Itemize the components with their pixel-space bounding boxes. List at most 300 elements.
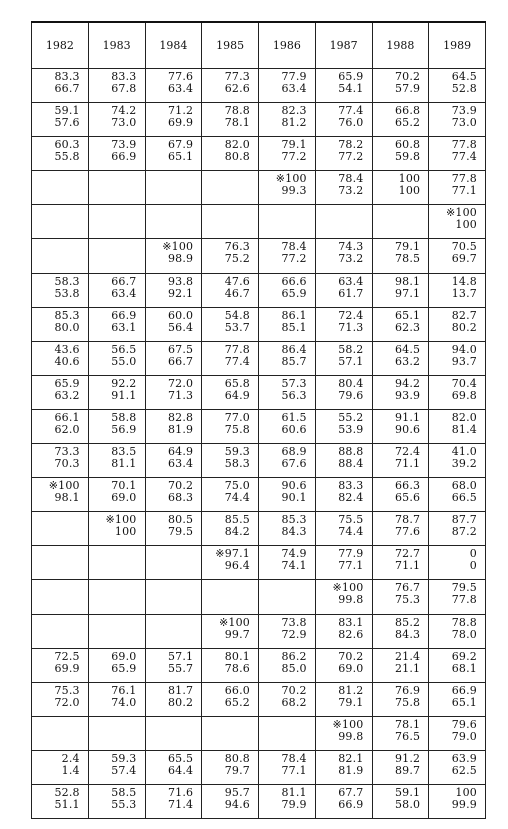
table-cell	[259, 512, 316, 546]
cell-values	[202, 717, 258, 719]
cell-value-bottom: 65.1	[167, 150, 194, 164]
cell-values	[202, 512, 258, 538]
cell-value-top: 70.5	[451, 240, 477, 254]
cell-value-top: 78.4	[281, 240, 307, 254]
table-cell	[202, 512, 259, 546]
cell-value-top: 72.4	[338, 308, 364, 322]
cell-values	[429, 512, 485, 538]
cell-values	[202, 69, 258, 95]
cell-values	[316, 69, 372, 95]
table-cell	[315, 239, 372, 273]
cell-values	[373, 410, 429, 436]
cell-value-bottom: 74.4	[338, 525, 364, 539]
cell-value-top: 70.2	[394, 70, 421, 83]
cell-value-top: 71.6	[167, 785, 194, 799]
cell-value-top: 65.9	[54, 376, 80, 390]
cell-value-top: 66.9	[111, 308, 137, 322]
cell-value-top: 82.1	[338, 751, 364, 765]
table-row	[32, 409, 486, 443]
cell-value-bottom: 56.4	[167, 320, 194, 334]
cell-values	[146, 205, 202, 207]
table-cell	[88, 444, 145, 478]
cell-value-bottom: 88.4	[338, 457, 364, 471]
cell-values	[32, 376, 88, 402]
cell-values	[32, 478, 88, 504]
cell-value-bottom: 69.9	[54, 661, 80, 675]
cell-value-bottom: 63.4	[167, 82, 194, 95]
cell-value-bottom: 0	[469, 559, 477, 573]
cell-value-top: 47.6	[224, 274, 250, 288]
cell-value-bottom: 62.5	[451, 763, 477, 777]
cell-value-top: 77.8	[451, 138, 477, 152]
cell-values	[373, 615, 429, 641]
cell-value-bottom: 55.0	[111, 354, 137, 368]
table-cell	[202, 137, 259, 171]
table-cell	[429, 171, 486, 205]
table-row	[32, 171, 486, 205]
cell-value-top: 72.5	[54, 649, 80, 663]
cell-value-top: 66.8	[394, 104, 421, 118]
cell-value-top: 60.3	[54, 138, 80, 152]
cell-value-bottom: 63.4	[281, 82, 307, 95]
cell-values	[146, 444, 202, 470]
table-cell	[315, 682, 372, 716]
cell-value-bottom: 71.1	[394, 559, 421, 573]
cell-value-top: 71.2	[167, 104, 194, 118]
cell-values	[373, 512, 429, 538]
table-cell	[202, 716, 259, 750]
cell-values	[146, 615, 202, 617]
cell-values	[316, 717, 372, 743]
cell-value-top: 82.7	[451, 308, 477, 322]
cell-value-top: 0	[469, 547, 477, 561]
table-cell	[259, 750, 316, 784]
cell-value-bottom: 77.8	[451, 593, 477, 607]
cell-value-bottom: 85.0	[281, 661, 307, 675]
table-cell	[202, 69, 259, 103]
cell-values	[202, 205, 258, 207]
cell-value-bottom: 80.2	[451, 320, 477, 334]
cell-values	[202, 376, 258, 402]
cell-values	[202, 785, 258, 811]
table-cell	[259, 239, 316, 273]
table-cell	[259, 444, 316, 478]
table-cell	[259, 375, 316, 409]
cell-values	[89, 274, 145, 300]
table-cell	[429, 375, 486, 409]
cell-values	[373, 376, 429, 402]
cell-values	[89, 649, 145, 675]
cell-values	[146, 751, 202, 777]
table-cell	[259, 205, 316, 239]
cell-value-bottom: 71.1	[394, 457, 421, 471]
cell-value-bottom: 79.5	[167, 525, 194, 539]
table-cell	[315, 69, 372, 103]
table-cell	[202, 750, 259, 784]
cell-value-bottom: 64.9	[224, 388, 250, 402]
cell-value-top: 77.9	[338, 547, 364, 561]
cell-value-bottom: 61.7	[338, 286, 364, 300]
cell-value-bottom: 57.6	[54, 116, 80, 130]
cell-values	[259, 478, 315, 504]
cell-value-bottom: 79.6	[338, 388, 364, 402]
cell-value-top: 94.0	[451, 342, 477, 356]
cell-value-bottom: 73.0	[111, 116, 137, 130]
cell-values	[146, 308, 202, 334]
table-cell	[315, 716, 372, 750]
cell-values	[146, 274, 202, 300]
table-cell	[429, 750, 486, 784]
cell-values	[259, 615, 315, 641]
cell-value-bottom: 75.2	[224, 252, 250, 266]
cell-values	[146, 342, 202, 368]
cell-value-top: 76.7	[394, 581, 421, 595]
cell-values	[429, 580, 485, 606]
cell-value-top: 72.7	[394, 547, 421, 561]
table-cell	[372, 307, 429, 341]
cell-values	[32, 546, 88, 548]
cell-values	[32, 615, 88, 617]
cell-value-top: 41.0	[451, 445, 477, 459]
cell-value-bottom: 96.4	[224, 559, 250, 573]
cell-value-top: 54.8	[224, 308, 250, 322]
cell-value-top: 100	[398, 172, 421, 186]
cell-value-bottom: 81.1	[111, 457, 137, 471]
table-cell	[259, 546, 316, 580]
cell-value-bottom: 92.1	[167, 286, 194, 300]
cell-values	[89, 239, 145, 241]
cell-value-bottom: 90.6	[394, 422, 421, 436]
cell-values	[89, 103, 145, 129]
cell-value-top: 77.4	[338, 104, 364, 118]
cell-value-bottom: 69.9	[167, 116, 194, 130]
cell-value-bottom: 74.4	[224, 491, 250, 505]
cell-values	[32, 69, 88, 95]
table-cell	[32, 648, 89, 682]
cell-value-bottom: 51.1	[54, 797, 80, 811]
cell-values	[259, 103, 315, 129]
cell-value-top: 79.1	[394, 240, 421, 254]
year-header-0: 1982	[32, 22, 89, 69]
table-row	[32, 580, 486, 614]
cell-value-top: 57.1	[167, 649, 194, 663]
cell-value-top: 57.3	[281, 376, 307, 390]
cell-values	[259, 751, 315, 777]
cell-value-bottom: 57.9	[394, 82, 421, 95]
table-cell	[145, 137, 202, 171]
table-cell	[145, 614, 202, 648]
table-cell	[259, 137, 316, 171]
cell-values	[316, 512, 372, 538]
table-cell	[32, 273, 89, 307]
table-row	[32, 273, 486, 307]
table-cell	[429, 512, 486, 546]
table-row	[32, 69, 486, 103]
cell-values	[89, 308, 145, 334]
cell-values	[202, 137, 258, 163]
table-row	[32, 614, 486, 648]
cell-value-bottom: 76.5	[394, 729, 421, 743]
cell-values	[259, 512, 315, 538]
cell-value-top: 92.2	[111, 376, 137, 390]
table-cell	[429, 648, 486, 682]
table-cell	[429, 69, 486, 103]
table-cell	[372, 648, 429, 682]
table-cell	[372, 205, 429, 239]
table-cell	[145, 375, 202, 409]
table-cell	[88, 239, 145, 273]
table-cell	[315, 103, 372, 137]
cell-value-bottom: 69.0	[338, 661, 364, 675]
cell-value-top: 65.1	[394, 308, 421, 322]
cell-value-bottom: 58.3	[224, 457, 250, 471]
cell-value-top: 60.8	[394, 138, 421, 152]
table-cell	[32, 750, 89, 784]
cell-value-top: 66.3	[394, 479, 421, 493]
cell-value-top: 81.2	[338, 683, 364, 697]
cell-value-bottom: 68.3	[167, 491, 194, 505]
cell-values	[429, 785, 485, 811]
cell-values	[373, 342, 429, 368]
cell-values	[89, 615, 145, 617]
cell-value-bottom: 82.6	[338, 627, 364, 641]
cell-values	[202, 103, 258, 129]
cell-values	[32, 649, 88, 675]
cell-value-bottom: 71.4	[167, 797, 194, 811]
cell-values	[89, 751, 145, 777]
cell-value-bottom: 56.3	[281, 388, 307, 402]
cell-value-bottom: 84.3	[281, 525, 307, 539]
table-cell	[259, 307, 316, 341]
cell-values	[316, 239, 372, 265]
cell-value-bottom: 78.5	[394, 252, 421, 266]
cell-values	[89, 69, 145, 95]
table-cell	[429, 409, 486, 443]
cell-value-bottom: 64.4	[167, 763, 194, 777]
cell-value-bottom: 70.3	[54, 457, 80, 471]
cell-values	[373, 69, 429, 95]
table-cell	[372, 171, 429, 205]
cell-value-top: 73.3	[54, 445, 80, 459]
cell-value-top: 85.3	[281, 513, 307, 527]
cell-values	[32, 444, 88, 470]
cell-value-bottom: 99.3	[281, 184, 307, 198]
cell-value-bottom: 39.2	[451, 457, 477, 471]
cell-values	[429, 649, 485, 675]
cell-value-bottom: 99.8	[338, 729, 364, 743]
cell-value-top: 70.2	[167, 479, 194, 493]
table-cell	[372, 409, 429, 443]
cell-value-bottom: 82.4	[338, 491, 364, 505]
year-header-6: 1988	[372, 22, 429, 69]
cell-values	[373, 785, 429, 811]
cell-values	[146, 171, 202, 173]
cell-value-bottom: 99.7	[224, 627, 250, 641]
table-cell	[32, 307, 89, 341]
cell-value-top: 78.1	[394, 717, 421, 731]
cell-values	[32, 410, 88, 436]
cell-value-bottom: 73.2	[338, 252, 364, 266]
cell-value-top: 79.6	[451, 717, 477, 731]
cell-value-top: 72.4	[394, 445, 421, 459]
table-cell	[372, 750, 429, 784]
cell-value-bottom: 79.7	[224, 763, 250, 777]
cell-value-bottom: 65.9	[281, 286, 307, 300]
table-cell	[315, 580, 372, 614]
cell-values	[373, 308, 429, 334]
cell-values	[32, 308, 88, 334]
table-cell	[259, 69, 316, 103]
cell-value-top: 66.1	[54, 410, 80, 424]
cell-value-bottom: 76.0	[338, 116, 364, 130]
table-cell	[145, 546, 202, 580]
table-cell	[259, 341, 316, 375]
cell-value-top: 67.9	[167, 138, 194, 152]
table-cell	[202, 375, 259, 409]
table-cell	[315, 273, 372, 307]
cell-value-bottom: 100	[114, 525, 137, 539]
cell-value-bottom: 65.6	[394, 491, 421, 505]
cell-value-bottom: 56.9	[111, 422, 137, 436]
cell-values	[202, 580, 258, 582]
table-cell	[315, 307, 372, 341]
cell-values	[89, 171, 145, 173]
year-header-7: 1989	[429, 22, 486, 69]
cell-value-top: 90.6	[281, 479, 307, 493]
table-cell	[372, 784, 429, 818]
cell-values	[259, 308, 315, 334]
table-cell	[145, 478, 202, 512]
cell-values	[146, 580, 202, 582]
cell-values	[259, 683, 315, 709]
cell-value-top: 59.3	[224, 445, 250, 459]
table-cell	[145, 341, 202, 375]
cell-value-top: 78.8	[451, 615, 477, 629]
cell-value-top: 82.0	[451, 410, 477, 424]
cell-values	[429, 137, 485, 163]
table-cell	[145, 273, 202, 307]
cell-values	[32, 683, 88, 709]
cell-value-bottom: 63.2	[394, 354, 421, 368]
cell-values	[316, 410, 372, 436]
cell-values	[89, 580, 145, 582]
cell-values	[89, 512, 145, 538]
cell-value-top: ※97.1	[215, 547, 250, 561]
cell-values	[429, 444, 485, 470]
table-row	[32, 341, 486, 375]
cell-value-bottom: 53.8	[54, 286, 80, 300]
cell-values	[373, 580, 429, 606]
cell-values	[146, 785, 202, 811]
cell-value-bottom: 60.6	[281, 422, 307, 436]
table-cell	[32, 784, 89, 818]
cell-value-top: 91.2	[394, 751, 421, 765]
cell-value-top: 77.0	[224, 410, 250, 424]
cell-values	[373, 171, 429, 197]
cell-value-bottom: 72.0	[54, 695, 80, 709]
table-cell	[88, 307, 145, 341]
cell-values	[202, 649, 258, 675]
cell-value-bottom: 46.7	[224, 286, 250, 300]
table-cell	[315, 171, 372, 205]
cell-value-bottom: 99.8	[338, 593, 364, 607]
table-cell	[372, 273, 429, 307]
cell-value-top: 67.5	[167, 342, 194, 356]
cell-value-top: 56.5	[111, 342, 137, 356]
cell-value-bottom: 63.4	[167, 457, 194, 471]
cell-value-top: 61.5	[281, 410, 307, 424]
cell-values	[146, 410, 202, 436]
table-cell	[315, 444, 372, 478]
cell-values	[373, 274, 429, 300]
cell-value-bottom: 55.3	[111, 797, 137, 811]
cell-value-bottom: 68.2	[281, 695, 307, 709]
cell-value-bottom: 77.1	[451, 184, 477, 198]
table-cell	[32, 580, 89, 614]
table-row	[32, 716, 486, 750]
table-cell	[145, 205, 202, 239]
cell-value-top: 65.8	[224, 376, 250, 390]
cell-value-bottom: 57.4	[111, 763, 137, 777]
cell-values	[259, 239, 315, 265]
table-cell	[88, 103, 145, 137]
cell-value-top: 74.3	[338, 240, 364, 254]
cell-value-bottom: 97.1	[394, 286, 421, 300]
cell-value-bottom: 75.8	[394, 695, 421, 709]
cell-value-top: 93.8	[167, 274, 194, 288]
cell-value-top: 74.9	[281, 547, 307, 561]
cell-value-top: 73.9	[111, 138, 137, 152]
table-cell	[145, 784, 202, 818]
cell-value-bottom: 84.3	[394, 627, 421, 641]
cell-values	[429, 478, 485, 504]
cell-values	[316, 546, 372, 572]
table-cell	[88, 341, 145, 375]
table-cell	[429, 784, 486, 818]
cell-value-bottom: 55.8	[54, 150, 80, 164]
cell-value-bottom: 72.9	[281, 627, 307, 641]
cell-value-top: 76.1	[111, 683, 137, 697]
table-cell	[88, 784, 145, 818]
table-cell	[145, 171, 202, 205]
table-cell	[372, 614, 429, 648]
table-cell	[429, 444, 486, 478]
cell-value-bottom: 81.9	[338, 763, 364, 777]
cell-value-bottom: 65.2	[224, 695, 250, 709]
year-header-1: 1983	[88, 22, 145, 69]
cell-value-bottom: 69.7	[451, 252, 477, 266]
cell-values	[32, 137, 88, 163]
cell-values	[259, 580, 315, 582]
cell-value-top: 63.4	[338, 274, 364, 288]
table-cell	[259, 716, 316, 750]
table-cell	[429, 682, 486, 716]
cell-values	[259, 376, 315, 402]
table-cell	[202, 103, 259, 137]
table-cell	[88, 750, 145, 784]
table-cell	[32, 375, 89, 409]
table-cell	[145, 409, 202, 443]
cell-value-bottom: 65.2	[394, 116, 421, 130]
cell-value-bottom: 53.9	[338, 422, 364, 436]
table-row	[32, 546, 486, 580]
table-cell	[372, 341, 429, 375]
cell-value-bottom: 71.3	[167, 388, 194, 402]
table-cell	[32, 171, 89, 205]
cell-value-top: 73.9	[451, 104, 477, 118]
table-cell	[145, 648, 202, 682]
cell-values	[316, 137, 372, 163]
